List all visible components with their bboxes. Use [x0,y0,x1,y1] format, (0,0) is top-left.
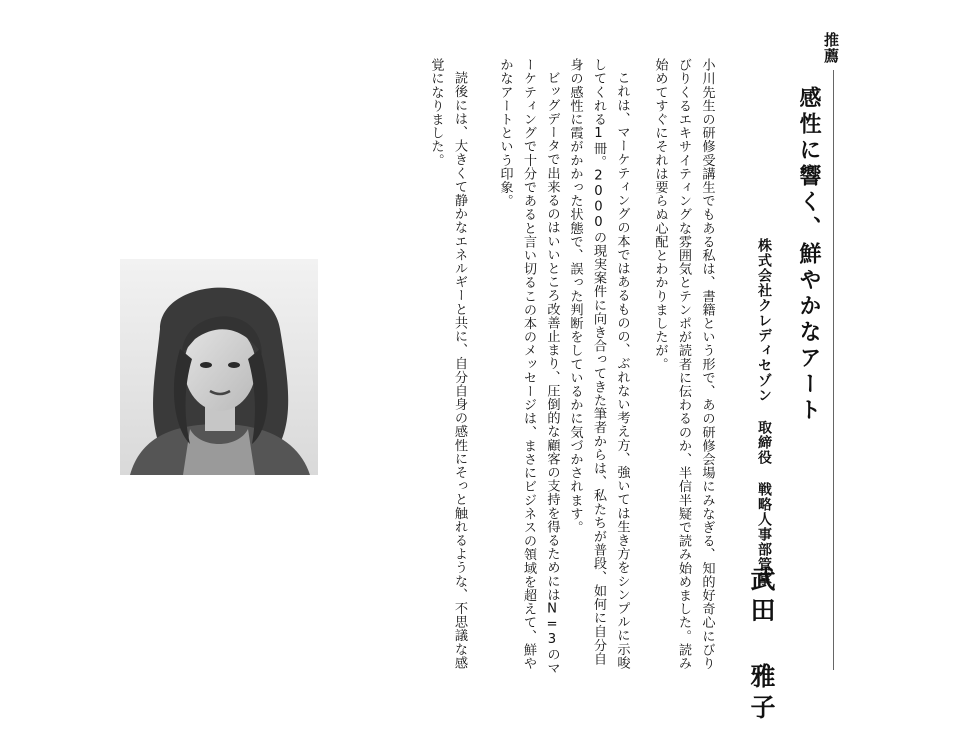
headline: 感性に響く、鮮やかなアート [796,86,821,424]
paragraph-4: 読後には、大きくて静かなエネルギーと共に、自分自身の感性にそっと触れるような、不思議な感覚になりました。 [428,58,467,670]
portrait-photo [120,259,318,475]
author-affiliation: 株式会社クレディセゾン 取締役 戦略人事部管掌 [756,238,772,587]
section-label: 推薦 [822,32,840,64]
paragraph-1: 小川先生の研修受講生でもある私は、書籍という形で、あの研修会場にみなぎる、知的好奇心にびりびりくるエキサイティングな雰囲気とテンポが読者に伝わるのか、半信半疑で読み始めました。読み始めてすぐにそれは要らぬ心配とわかりましたが。 [652,58,715,670]
vertical-divider [833,70,834,670]
paragraph-2: これは、マーケティングの本ではあるものの、ぶれない考え方、強いては生き方をシンプルに示唆してくれる1冊。2000の現実案件に向き合ってきた筆者からは、私たちが普段、如何に自分自身の感性に霞がかかった状態で、誤った判断をしているかに気づかされます。 [567,58,630,670]
paragraph-3: ビッグデータで出来るのはいいところ改善止まり、圧倒的な顧客の支持を得るためにはN=3のマーケティングで十分であると言い切るこの本のメッセージは、まさにビジネスの領域を超えて、鮮やかなアートという印象。 [497,58,560,675]
portrait-illustration [120,259,318,475]
author-name: 武田 雅子 [747,566,776,725]
